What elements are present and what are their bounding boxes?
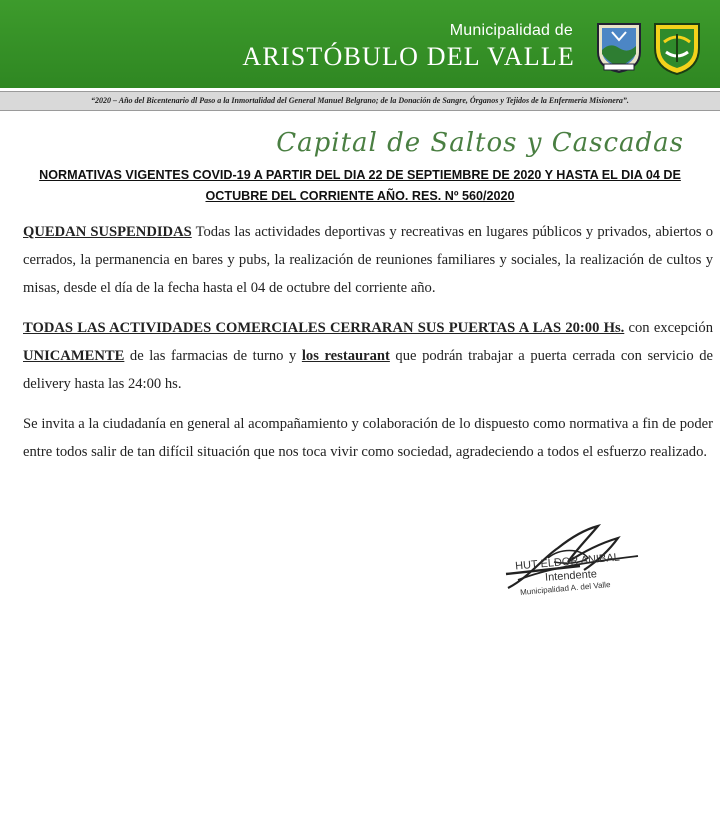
municipality-name: ARISTÓBULO DEL VALLE (242, 42, 575, 71)
suspensions-heading: QUEDAN SUSPENDIDAS (23, 224, 192, 240)
header-banner (0, 0, 720, 88)
signatory-title: Intendente (544, 568, 598, 584)
commercial-heading: TODAS LAS ACTIVIDADES COMERCIALES CERRARAN SUS PUERTAS A LAS 20:00 Hs. (23, 320, 625, 336)
province-shield-icon (651, 18, 703, 76)
municipal-seal-icon (594, 20, 644, 74)
document-title: NORMATIVAS VIGENTES COVID-19 A PARTIR DEL DIA 22 DE SEPTIEMBRE DE 2020 Y HASTA EL DIA 04 DE OCTUBRE DEL CORRIENTE AÑO. RES. Nº 560/2020 (39, 168, 681, 203)
municipality-label: Municipalidad de (449, 22, 573, 39)
commercial-emphasis-only: UNICAMENTE (23, 348, 125, 364)
paragraph-commercial (23, 314, 713, 398)
tagline: Capital de Saltos y Cascadas (276, 128, 684, 158)
suspensions-text: Todas las actividades deportivas y recreativas en lugares públicos y privados, abiertos o cerrados, la permanencia en bares y pubs, la realización de reuniones familiares y sociales, la realización de cultos y misas, desde el día de la fecha hasta el 04 de octubre del corriente año. (23, 224, 714, 296)
commercial-text-b: de las farmacias de turno y (124, 348, 302, 364)
signatory-institution: Municipalidad A. del Valle (519, 580, 611, 597)
commercial-text-c: que podrán trabajar a puerta cerrada con servicio de delivery hasta las 24:00 hs. (23, 348, 713, 392)
motto-bar: “2020 – Año del Bicentenario dl Paso a la Inmortalidad del General Manuel Belgrano; de la Donación de Sangre, Órganos y Tejidos de la Enfermería Misionera”. (0, 91, 720, 111)
commercial-text-a: con excepción (624, 320, 713, 336)
commercial-emphasis-restaurant: los restaurant (301, 348, 390, 364)
paragraph-suspensions (23, 218, 713, 302)
signatory-name: HUT ELDOR ANIBAL (514, 551, 621, 573)
paragraph-invitation: Se invita a la ciudadanía en general al acompañamiento y colaboración de lo dispuesto como normativa a fin de poder entre todos salir de tan difícil situación que nos toca vivir como sociedad, agradeciendo a todos el esfuerzo realizado. (23, 416, 713, 460)
